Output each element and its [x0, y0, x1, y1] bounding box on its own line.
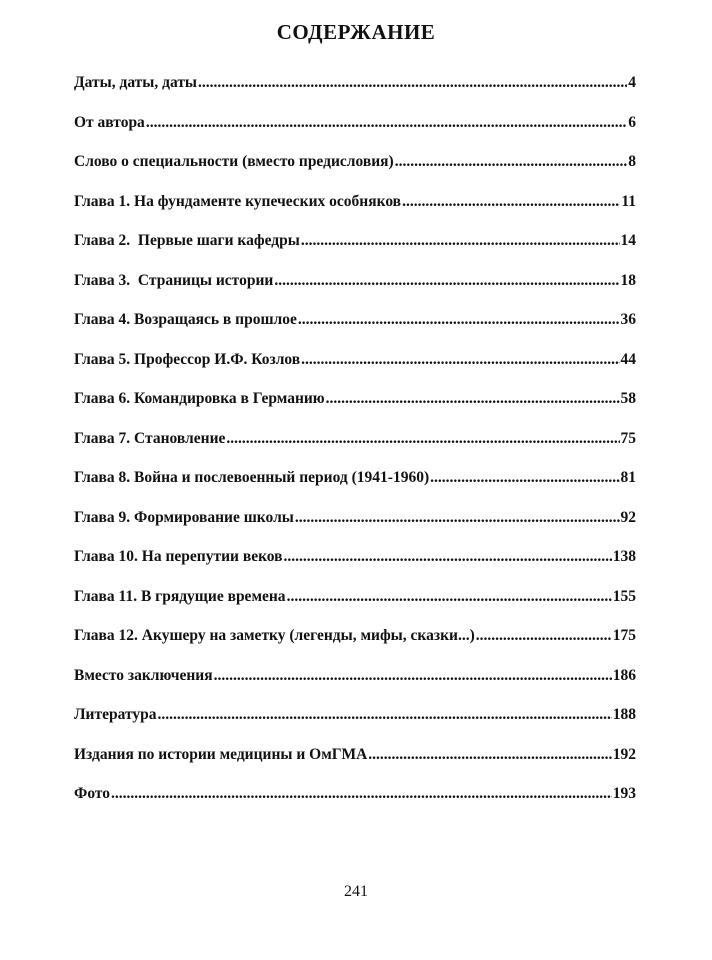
toc-entry-page: 18 — [620, 271, 636, 289]
toc-entry-title: Издания по истории медицины и ОмГМА — [74, 745, 368, 763]
toc-entry — [74, 153, 636, 193]
toc-entry-page: 11 — [621, 192, 636, 210]
toc-entry-title: Глава 7. Становление — [74, 429, 226, 447]
toc-entry — [74, 114, 636, 154]
toc-entry — [74, 193, 636, 233]
toc-entry-page: 14 — [620, 232, 636, 249]
toc-entry — [74, 706, 636, 746]
toc-entry-page: 138 — [612, 548, 636, 565]
toc-entry-title: Глава 8. Война и послевоенный период (1941-1960) — [74, 469, 430, 486]
toc-entry — [74, 430, 636, 470]
toc-dot-leader — [284, 548, 612, 566]
toc-dot-leader — [146, 114, 627, 132]
toc-dot-leader — [298, 311, 620, 329]
toc-entry-page: 6 — [628, 113, 636, 131]
toc-entry-page: 8 — [628, 153, 636, 170]
toc-entry — [74, 588, 636, 628]
toc-entry-title: Глава 6. Командировка в Германию — [74, 390, 325, 407]
toc-entry-title: Глава 1. На фундаменте купеческих особняков — [74, 192, 402, 210]
toc-entry — [74, 390, 636, 430]
toc-entry-page: 44 — [620, 350, 636, 368]
toc-entry-title: Глава 9. Формирование школы — [74, 508, 294, 526]
toc-entry — [74, 311, 636, 351]
toc-entry-title: Глава 10. На перепутии веков — [74, 548, 283, 565]
toc-dot-leader — [301, 232, 620, 250]
toc-entry — [74, 785, 636, 825]
page-title: СОДЕРЖАНИЕ — [276, 20, 436, 44]
toc-entry-title: Глава 5. Профессор И.Ф. Козлов — [74, 350, 301, 368]
toc-dot-leader — [111, 785, 612, 803]
toc-entry — [74, 74, 636, 114]
toc-entry-page: 81 — [620, 469, 636, 486]
toc-entry-page: 186 — [612, 666, 636, 684]
toc-entry-title: Глава 11. В грядущие времена — [74, 587, 286, 605]
toc-entry-title: Глава 3. Страницы истории — [74, 271, 274, 289]
toc-entry — [74, 351, 636, 391]
toc-entry-title: Слово о специальности (вместо предисловия) — [74, 153, 394, 170]
toc-entry — [74, 627, 636, 667]
toc-entry-page: 92 — [620, 508, 636, 526]
toc-entry-page: 4 — [628, 74, 636, 91]
toc-dot-leader — [214, 667, 612, 685]
toc-entry-page: 193 — [612, 785, 636, 802]
toc-dot-leader — [368, 746, 611, 764]
toc-dot-leader — [395, 153, 628, 171]
toc-entry-page: 58 — [620, 390, 636, 407]
toc-entry-page: 188 — [612, 706, 636, 723]
toc-dot-leader — [157, 706, 611, 724]
table-of-contents — [74, 74, 636, 825]
toc-entry-title: Литература — [74, 706, 157, 723]
toc-entry-page: 192 — [612, 745, 636, 763]
toc-dot-leader — [274, 272, 619, 290]
toc-dot-leader — [198, 74, 627, 92]
toc-dot-leader — [326, 390, 620, 408]
toc-entry — [74, 746, 636, 786]
toc-dot-leader — [287, 588, 612, 606]
toc-entry-title: От автора — [74, 113, 145, 131]
toc-dot-leader — [226, 430, 619, 448]
toc-entry — [74, 509, 636, 549]
toc-entry — [74, 667, 636, 707]
toc-dot-leader — [430, 469, 619, 487]
page-number: 241 — [344, 883, 368, 900]
toc-entry-page: 175 — [612, 627, 636, 644]
toc-entry — [74, 232, 636, 272]
toc-entry-title: Фото — [74, 785, 111, 802]
toc-entry-title: Глава 12. Акушеру на заметку (легенды, мифы, сказки...) — [74, 627, 475, 644]
toc-entry-title: Вместо заключения — [74, 666, 213, 684]
toc-entry-page: 75 — [620, 429, 636, 447]
toc-entry — [74, 469, 636, 509]
toc-entry-page: 155 — [612, 587, 636, 605]
toc-dot-leader — [402, 193, 620, 211]
toc-dot-leader — [295, 509, 620, 527]
toc-entry — [74, 272, 636, 312]
toc-entry-title: Даты, даты, даты — [74, 74, 198, 91]
toc-entry-page: 36 — [620, 311, 636, 328]
toc-entry-title: Глава 4. Возращаясь в прошлое — [74, 311, 297, 328]
toc-dot-leader — [301, 351, 619, 369]
toc-dot-leader — [476, 627, 612, 645]
toc-entry — [74, 548, 636, 588]
toc-entry-title: Глава 2. Первые шаги кафедры — [74, 232, 300, 249]
